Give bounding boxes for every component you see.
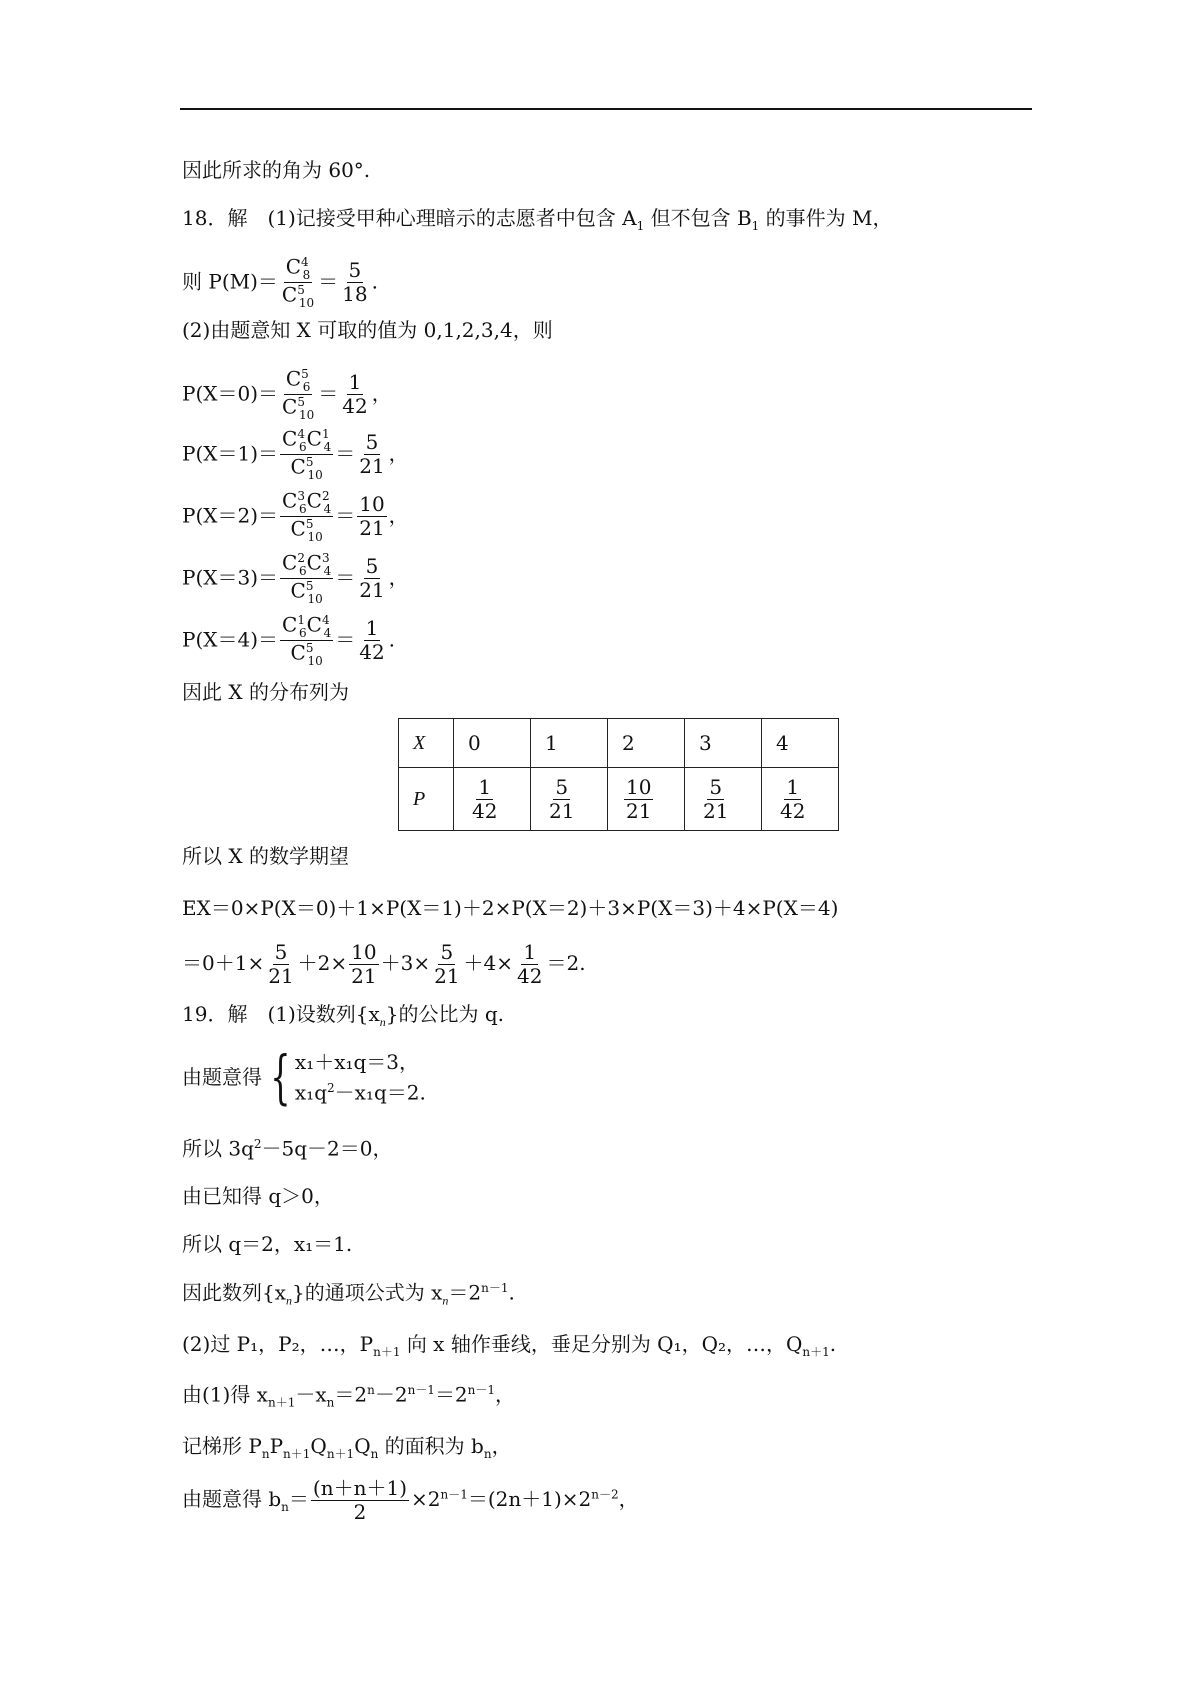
system-equation xyxy=(182,1043,426,1111)
q19-heading-end: }的公比为 q. xyxy=(385,1002,505,1026)
ex-term-d: ＋4× xyxy=(463,951,514,975)
distribution-intro xyxy=(182,682,349,702)
trapezoid-fraction: $\frac{(n+n+1)}{2}$ xyxy=(312,1476,407,1524)
text-line-angle xyxy=(182,160,370,180)
ex-frac-3: $\frac{5}{21}$ xyxy=(434,940,460,988)
table-cell-p-label: P xyxy=(399,768,454,831)
table-cell-x-label: X xyxy=(399,719,454,768)
pm-comb-fraction: $\frac{C^4_8}{C^5_{10}}$ xyxy=(281,254,315,310)
q18-part2-text: (2)由题意知 X 可取的值为 0,1,2,3,4，则 xyxy=(182,318,553,342)
q19-line-4 xyxy=(182,1186,334,1206)
px1-value-fraction: $\frac{5}{21}$ xyxy=(359,430,385,479)
q19-line-3: 所以 $3q^2-5q-2=0$， xyxy=(182,1136,393,1161)
expectation-line-2 xyxy=(182,942,586,987)
table-cell: $\frac{1}{42}$ xyxy=(454,768,531,831)
table-cell: 2 xyxy=(608,719,685,768)
px2-lhs: P(X＝2)＝ xyxy=(182,503,279,528)
q19-l6-end: ＝2 xyxy=(448,1280,482,1305)
q19-l6-mid: }的通项公式为 x xyxy=(292,1280,443,1305)
ex-frac-1: $\frac{5}{21}$ xyxy=(268,940,294,988)
distribution-intro-text: 因此 X 的分布列为 xyxy=(182,680,349,704)
q18-heading-end: 的事件为 M， xyxy=(759,206,893,230)
q19-l8-text: 由(1)得 x xyxy=(182,1382,268,1407)
q19-l6-exponent: n－1 xyxy=(481,1281,509,1295)
q19-l3-text: 所以 3q xyxy=(182,1136,254,1161)
px4-lhs: P(X＝4)＝ xyxy=(182,627,279,652)
system-eq-1: x₁＋x₁q＝3， xyxy=(294,1049,420,1074)
px4-equation: P(X＝4)＝ $\frac{C^1_6C^4_4}{C^5_{10}}$ ＝ $\frac{1}{42}$ . xyxy=(182,612,396,668)
ex-term-b: ＋2× xyxy=(297,951,348,975)
ex-result: ＝2. xyxy=(546,951,586,975)
expectation-formula: EX＝0×P(X＝0)＋1×P(X＝1)＋2×P(X＝2)＋3×P(X＝3)＋4×P(X＝4) xyxy=(182,896,839,920)
q19-line-10: 由题意得 $b_n=$ $\frac{(n+n+1)}{2}$ $\times 2^{n-1}=(2n+1)\times 2^{n-2}$， xyxy=(182,1476,639,1524)
px2-value-fraction: $\frac{10}{21}$ xyxy=(359,492,385,541)
table-cell: $\frac{5}{21}$ xyxy=(685,768,762,831)
pm-equation: 则 P(M)＝ $\frac{C^4_8}{C^5_{10}}$ ＝ $\frac{5}{18}$ . xyxy=(182,254,378,310)
q19-l9-end: 的面积为 b xyxy=(378,1434,484,1458)
px2-equation: P(X＝2)＝ $\frac{C^3_6C^2_4}{C^5_{10}}$ ＝ $\frac{10}{21}$ ， xyxy=(182,488,409,544)
ex-term-c: ＋3× xyxy=(380,951,431,975)
q18-heading: 18．解 (1)记接受甲种心理暗示的志愿者中包含 $A_1$ 但不包含 $B_1$ 的事件为 M， xyxy=(182,206,893,233)
q19-heading: 19．解 (1)设数列$\{x_n\}$的公比为 q. xyxy=(182,1002,505,1029)
q19-line-6: 因此数列$\{x_n\}$的通项公式为 $x_n=2^{n-1}$. xyxy=(182,1280,515,1308)
q19-l6-text: 因此数列{x xyxy=(182,1280,287,1305)
q19-l8-mid: －x xyxy=(295,1382,327,1407)
angle-conclusion: 因此所求的角为 60°. xyxy=(182,158,371,182)
ex-frac-2: $\frac{10}{21}$ xyxy=(351,940,377,988)
px3-value-fraction: $\frac{5}{21}$ xyxy=(359,554,385,603)
q19-l7-text: (2)过 P₁，P₂，…，P xyxy=(182,1332,374,1356)
table-cell: $\frac{10}{21}$ xyxy=(608,768,685,831)
expectation-intro-text: 所以 X 的数学期望 xyxy=(182,844,349,868)
ex-term-a: ＝0＋1× xyxy=(182,951,265,975)
q19-line-5 xyxy=(182,1234,352,1254)
table-cell: $\frac{1}{42}$ xyxy=(762,768,839,831)
q19-l10-text: 由题意得 b xyxy=(182,1487,282,1511)
system-eq-2: $x_1q^2-x_1q=2$. xyxy=(294,1080,426,1105)
q19-line-7: (2)过 P₁，P₂，…，$P_{n+1}$ 向 x 轴作垂线，垂足分别为 Q₁，Q₂，…，$Q_{n+1}$. xyxy=(182,1332,837,1359)
pm-value-fraction: $\frac{5}{18}$ xyxy=(342,258,368,307)
q19-line-9: 记梯形 $P_nP_{n+1}Q_{n+1}Q_n$ 的面积为 $b_n$， xyxy=(182,1434,512,1461)
px2-comb-fraction: $\frac{C^3_6C^2_4}{C^5_{10}}$ xyxy=(282,488,332,544)
header-rule xyxy=(180,108,1032,110)
q19-l4-text: 由已知得 q＞0， xyxy=(182,1184,334,1208)
q19-l7-mid: 向 x 轴作垂线，垂足分别为 Q₁，Q₂，…，Q xyxy=(400,1332,803,1356)
q19-l9-text: 记梯形 P xyxy=(182,1434,262,1458)
q19-l3-end: －5q－2＝0， xyxy=(261,1136,393,1161)
expectation-line-1 xyxy=(182,898,838,918)
px3-lhs: P(X＝3)＝ xyxy=(182,565,279,590)
system-prefix: 由题意得 xyxy=(182,1065,262,1089)
q18-heading-text: 18．解 (1)记接受甲种心理暗示的志愿者中包含 A xyxy=(182,206,637,230)
px4-comb-fraction: $\frac{C^1_6C^4_4}{C^5_{10}}$ xyxy=(282,612,332,668)
px3-comb-fraction: $\frac{C^2_6C^3_4}{C^5_{10}}$ xyxy=(282,550,332,606)
px1-lhs: P(X＝1)＝ xyxy=(182,441,279,466)
q19-l8-end: ＝2 xyxy=(334,1382,368,1407)
table-cell: 1 xyxy=(531,719,608,768)
px4-value-fraction: $\frac{1}{42}$ xyxy=(359,616,385,665)
q19-heading-text: 19．解 (1)设数列{x xyxy=(182,1002,380,1026)
px0-lhs: P(X＝0)＝ xyxy=(182,381,279,406)
q19-l10-end: ＝(2n＋1)×2 xyxy=(467,1487,592,1511)
px1-comb-fraction: $\frac{C^4_6C^1_4}{C^5_{10}}$ xyxy=(282,426,332,482)
table-cell: 0 xyxy=(454,719,531,768)
q19-line-8: 由(1)得 $x_{n+1}-x_n=2^n-2^{n-1}=2^{n-1}$， xyxy=(182,1382,516,1410)
q19-l5-text: 所以 q＝2，x₁＝1. xyxy=(182,1232,353,1256)
distribution-table xyxy=(398,718,839,831)
table-row-p xyxy=(399,768,839,831)
table-cell: 4 xyxy=(762,719,839,768)
q18-part2-intro xyxy=(182,320,553,340)
pm-prefix: 则 P(M)＝ xyxy=(182,269,278,294)
ex-frac-4: $\frac{1}{42}$ xyxy=(517,940,543,988)
table-row-x xyxy=(399,719,839,768)
px0-equation: P(X＝0)＝ $\frac{C^5_6}{C^5_{10}}$ ＝ $\frac{1}{42}$ ， xyxy=(182,366,392,422)
px0-comb-fraction: $\frac{C^5_6}{C^5_{10}}$ xyxy=(282,366,315,422)
expectation-intro xyxy=(182,846,349,866)
table-cell: $\frac{5}{21}$ xyxy=(531,768,608,831)
q18-heading-mid: 但不包含 B xyxy=(644,206,752,230)
system-brace: { x₁＋x₁q＝3， $x_1q^2-x_1q=2$. xyxy=(270,1043,426,1111)
px3-equation: P(X＝3)＝ $\frac{C^2_6C^3_4}{C^5_{10}}$ ＝ $\frac{5}{21}$ ， xyxy=(182,550,409,606)
table-cell: 3 xyxy=(685,719,762,768)
px1-equation: P(X＝1)＝ $\frac{C^4_6C^1_4}{C^5_{10}}$ ＝ $\frac{5}{21}$ ， xyxy=(182,426,409,482)
px0-value-fraction: $\frac{1}{42}$ xyxy=(342,370,368,419)
